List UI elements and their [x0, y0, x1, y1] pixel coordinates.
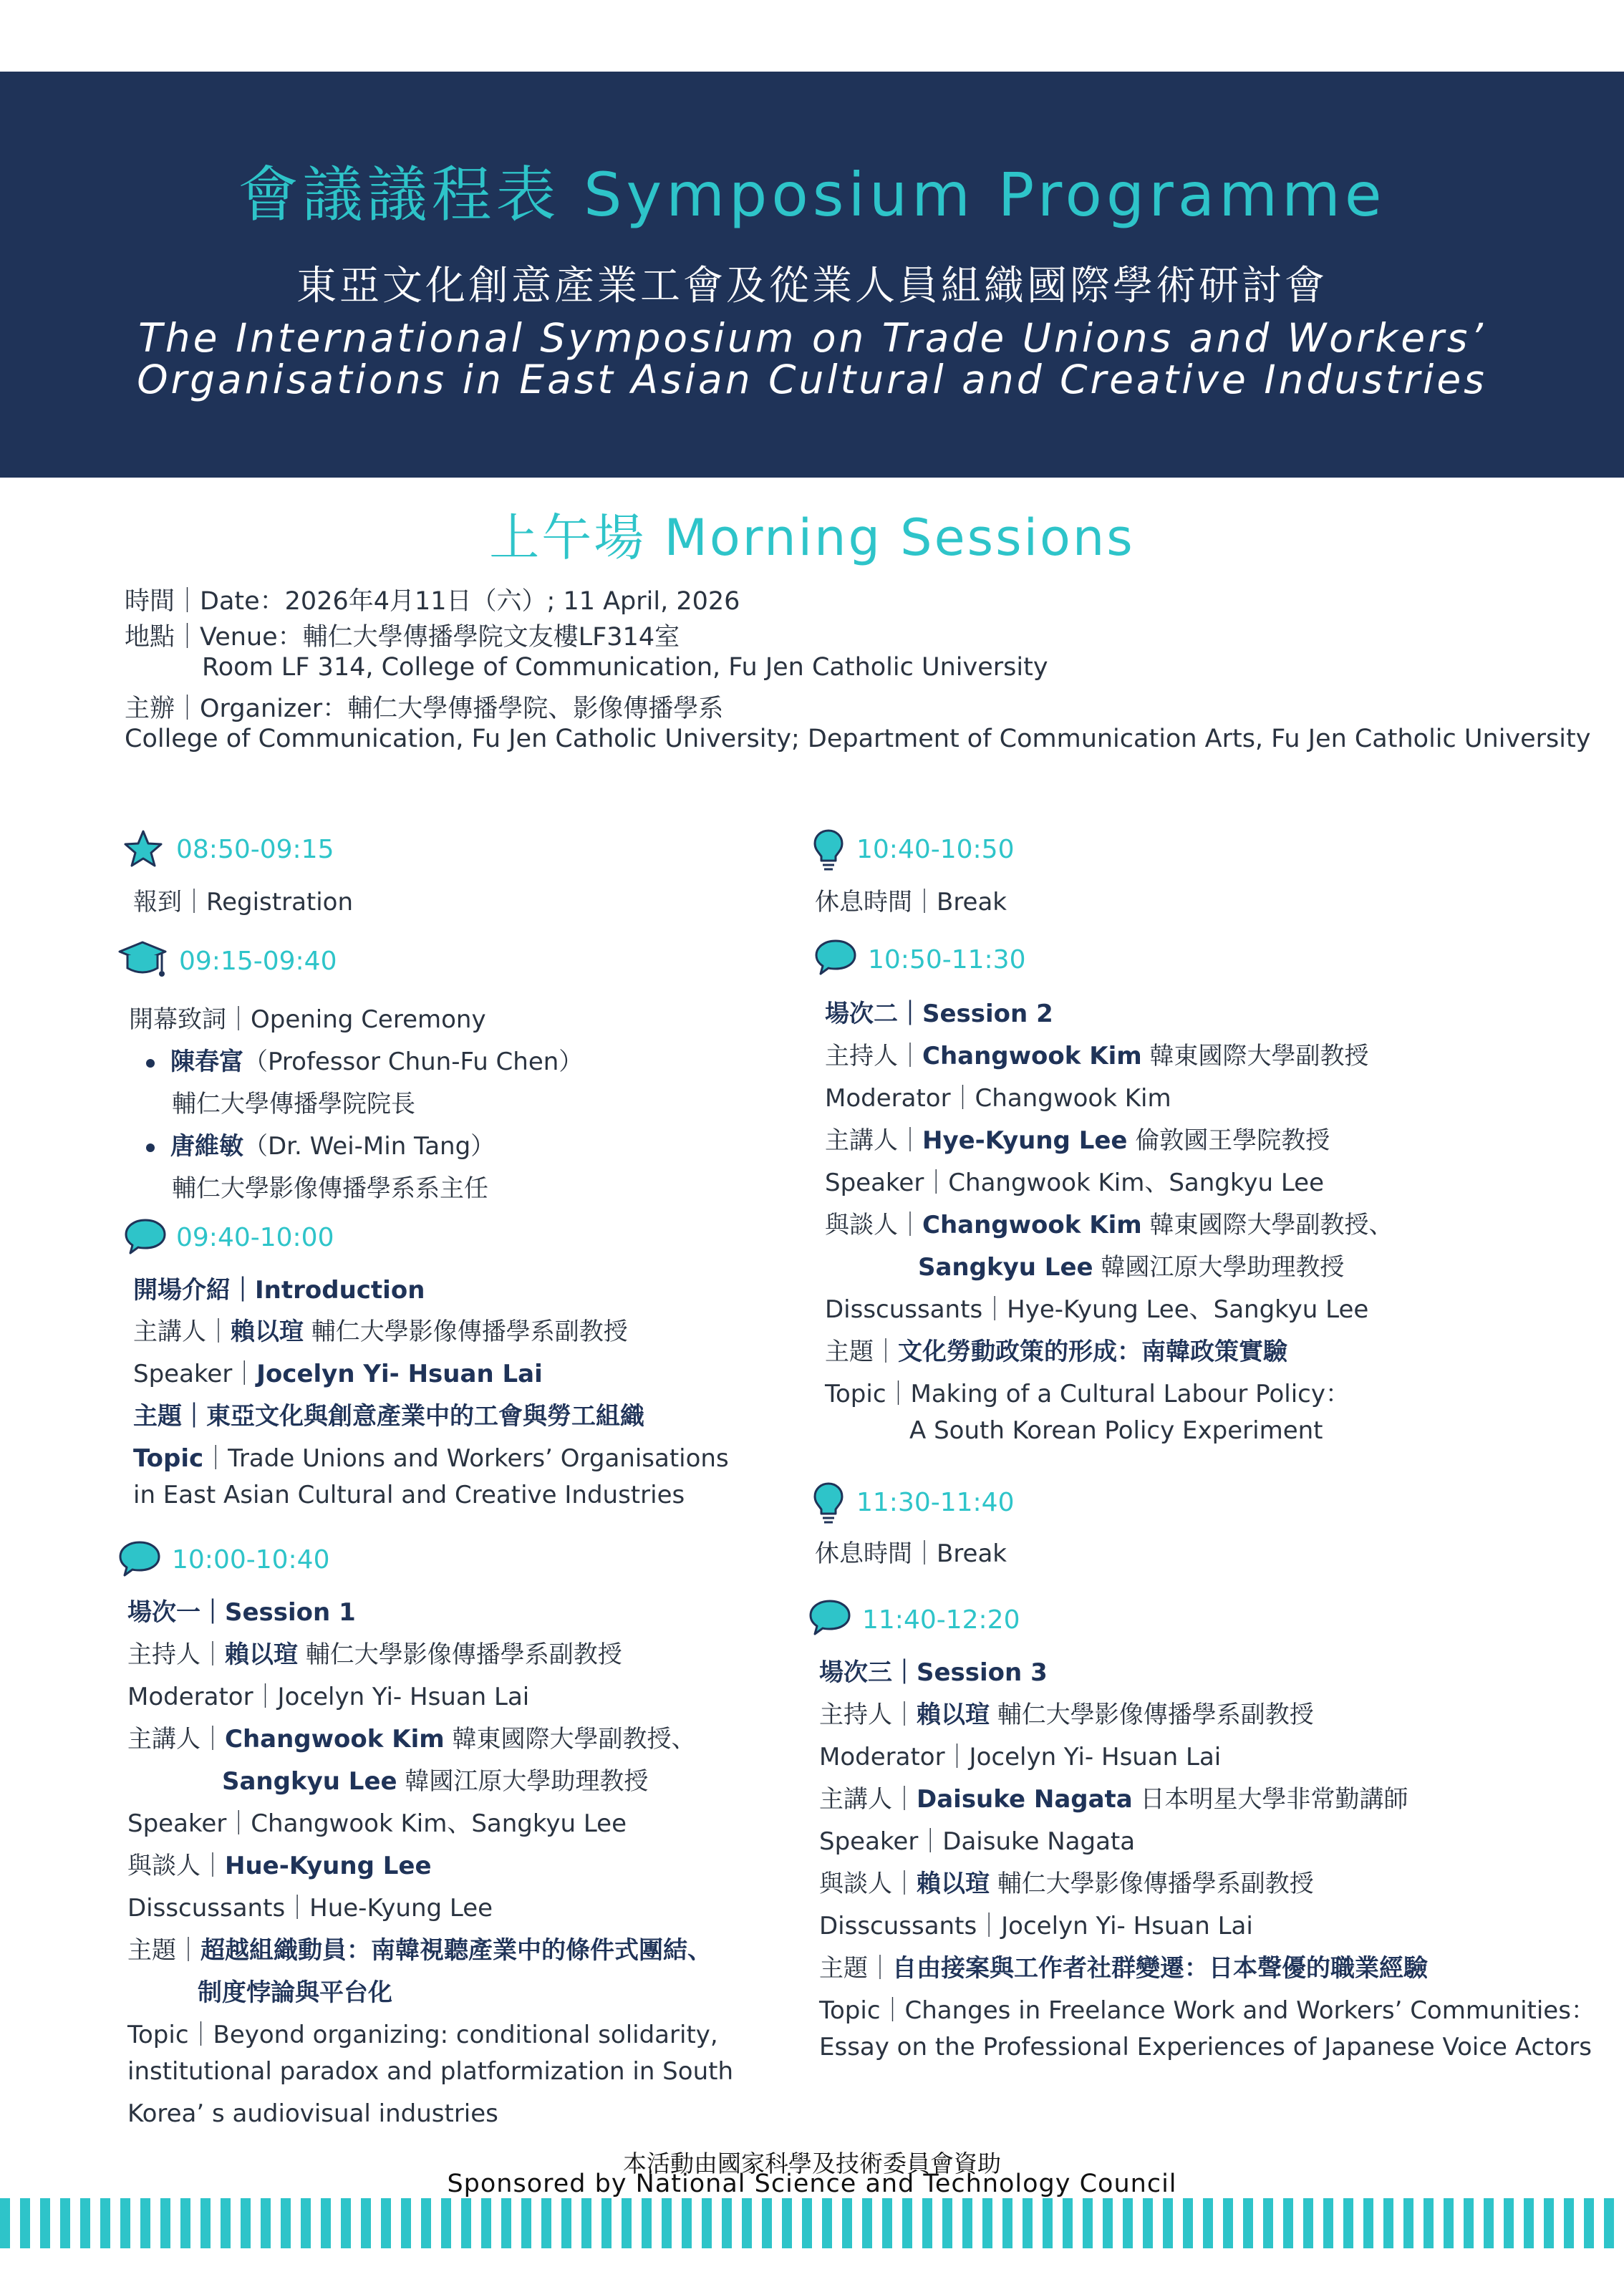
lightbulb-icon — [812, 828, 845, 872]
star-icon — [123, 829, 163, 869]
moderator-line: 主持人｜Changwook Kim 韓東國際大學副教授 — [825, 1042, 1369, 1070]
moderator-en: Moderator｜Jocelyn Yi- Hsuan Lai — [127, 1683, 530, 1711]
topic-en-line: A South Korean Policy Experiment — [909, 1416, 1323, 1445]
lightbulb-icon — [812, 1481, 845, 1525]
speech-bubble-icon — [813, 938, 858, 977]
page-title: 會議議程表 Symposium Programme — [238, 160, 1386, 230]
slot-title: 休息時間｜Break — [815, 1539, 1007, 1568]
topic-zh: 主題｜超越組織動員：南韓視聽產業中的條件式團結、 — [127, 1936, 712, 1965]
slot-title: 報到｜Registration — [133, 888, 354, 917]
topic-en-line: institutional paradox and platformization in South — [127, 2057, 733, 2086]
discussant-line-2: Sangkyu Lee 韓國江原大學助理教授 — [918, 1253, 1345, 1282]
symposium-title-zh: 東亞文化創意產業工會及從業人員組織國際學術研討會 — [296, 263, 1328, 309]
speech-bubble-icon — [117, 1539, 162, 1578]
participant-line: 陳春富（Professor Chun-Fu Chen） — [146, 1042, 583, 1077]
slot-time: 10:00-10:40 — [172, 1545, 330, 1575]
symposium-title-en-line2: Organisations in East Asian Cultural and Creative Industries — [137, 357, 1487, 402]
topic-en-line: Topic｜Changes in Freelance Work and Workers’ Communities： — [819, 1996, 1595, 2025]
discussant-line: 與談人｜Changwook Kim 韓東國際大學副教授、 — [825, 1211, 1393, 1239]
speaker-line: 主講人｜Daisuke Nagata 日本明星大學非常勤講師 — [819, 1785, 1408, 1814]
slot-title: 場次二｜Session 2 — [825, 1000, 1053, 1028]
topic-en-line: Korea’ s audiovisual industries — [127, 2099, 498, 2128]
slot-time: 08:50-09:15 — [176, 835, 334, 864]
topic-en-line: Essay on the Professional Experiences of Japanese Voice Actors — [819, 2033, 1592, 2061]
slot-title: 休息時間｜Break — [815, 888, 1007, 917]
speech-bubble-icon — [123, 1217, 168, 1256]
sponsor-zh: 本活動由國家科學及技術委員會資助 — [623, 2150, 1001, 2177]
organizer-line: 主辦｜Organizer：輔仁大學傳播學院、影像傳播學系 — [125, 695, 724, 723]
topic-en-line: Topic｜Making of a Cultural Labour Policy： — [825, 1380, 1350, 1408]
speaker-line: 主講人｜賴以瑄 輔仁大學影像傳播學系副教授 — [133, 1317, 628, 1346]
participant-line: 唐維敏（Dr. Wei-Min Tang） — [146, 1126, 495, 1161]
topic-zh: 主題｜東亞文化與創意產業中的工會與勞工組織 — [133, 1402, 644, 1431]
topic-en-line: in East Asian Cultural and Creative Industries — [133, 1481, 685, 1509]
graduation-cap-icon — [117, 939, 168, 984]
speech-bubble-icon — [808, 1598, 852, 1637]
discussant-line: 與談人｜Hue-Kyung Lee — [127, 1852, 432, 1880]
topic-zh-line-2: 制度悖論與平台化 — [198, 1978, 392, 2007]
venue-line: 地點｜Venue：輔仁大學傳播學院文友樓LF314室 — [125, 623, 680, 652]
symposium-title-en-line1: The International Symposium on Trade Unions and Workers’ — [138, 315, 1486, 361]
topic-en-line: Topic｜Beyond organizing: conditional solidarity, — [127, 2021, 718, 2049]
slot-time: 09:40-10:00 — [176, 1223, 334, 1252]
topic-zh: 主題｜文化勞動政策的形成：南韓政策實驗 — [825, 1338, 1287, 1366]
slot-title: 開場介紹｜Introduction — [133, 1276, 425, 1305]
participant-role: 輔仁大學影像傳播學系系主任 — [172, 1174, 488, 1203]
moderator-line: 主持人｜賴以瑄 輔仁大學影像傳播學系副教授 — [127, 1640, 622, 1669]
speaker-en-line: Speaker｜Jocelyn Yi- Hsuan Lai — [133, 1360, 543, 1388]
speaker-line: 主講人｜Changwook Kim 韓東國際大學副教授、 — [127, 1725, 696, 1754]
slot-title: 場次三｜Session 3 — [819, 1658, 1048, 1687]
moderator-en: Moderator｜Jocelyn Yi- Hsuan Lai — [819, 1743, 1222, 1771]
speaker-line: 主講人｜Hye-Kyung Lee 倫敦國王學院教授 — [825, 1126, 1330, 1155]
speaker-en: Speaker｜Changwook Kim、Sangkyu Lee — [127, 1809, 627, 1838]
discussant-line: 與談人｜賴以瑄 輔仁大學影像傳播學系副教授 — [819, 1870, 1314, 1898]
topic-zh: 主題｜自由接案與工作者社群變遷：日本聲優的職業經驗 — [819, 1954, 1428, 1983]
slot-time: 10:50-11:30 — [868, 945, 1026, 975]
discussant-en: Disscussants｜Hye-Kyung Lee、Sangkyu Lee — [825, 1295, 1369, 1324]
moderator-en: Moderator｜Changwook Kim — [825, 1084, 1171, 1113]
date-line: 時間｜Date：2026年4月11日（六）; 11 April, 2026 — [125, 587, 740, 616]
slot-time: 11:30-11:40 — [856, 1488, 1015, 1517]
slot-title: 場次一｜Session 1 — [127, 1598, 356, 1627]
bullet-icon — [146, 1143, 155, 1152]
topic-en-line: Topic｜Trade Unions and Workers’ Organisations — [133, 1444, 729, 1473]
sponsor-en: Sponsored by National Science and Technology Council — [447, 2170, 1177, 2198]
participant-role: 輔仁大學傳播學院院長 — [172, 1090, 415, 1118]
slot-title: 開幕致詞｜Opening Ceremony — [129, 1005, 486, 1034]
footer-stripes — [0, 2198, 1624, 2248]
discussant-en: Disscussants｜Jocelyn Yi- Hsuan Lai — [819, 1912, 1253, 1940]
speaker-en: Speaker｜Daisuke Nagata — [819, 1827, 1136, 1856]
morning-sessions-heading: 上午場 Morning Sessions — [489, 508, 1135, 567]
discussant-en: Disscussants｜Hue-Kyung Lee — [127, 1894, 493, 1923]
moderator-line: 主持人｜賴以瑄 輔仁大學影像傳播學系副教授 — [819, 1701, 1314, 1729]
organizer-en-line: College of Communication, Fu Jen Catholic University; Department of Communication Arts, Fu Jen Catholic University — [125, 725, 1591, 753]
slot-time: 11:40-12:20 — [862, 1605, 1020, 1635]
slot-time: 09:15-09:40 — [179, 947, 337, 976]
slot-time: 10:40-10:50 — [856, 835, 1015, 864]
bullet-icon — [146, 1059, 155, 1068]
speaker-line-2: Sangkyu Lee 韓國江原大學助理教授 — [222, 1767, 649, 1796]
speaker-en: Speaker｜Changwook Kim、Sangkyu Lee — [825, 1169, 1324, 1197]
venue-en-line: Room LF 314, College of Communication, Fu Jen Catholic University — [202, 653, 1048, 682]
